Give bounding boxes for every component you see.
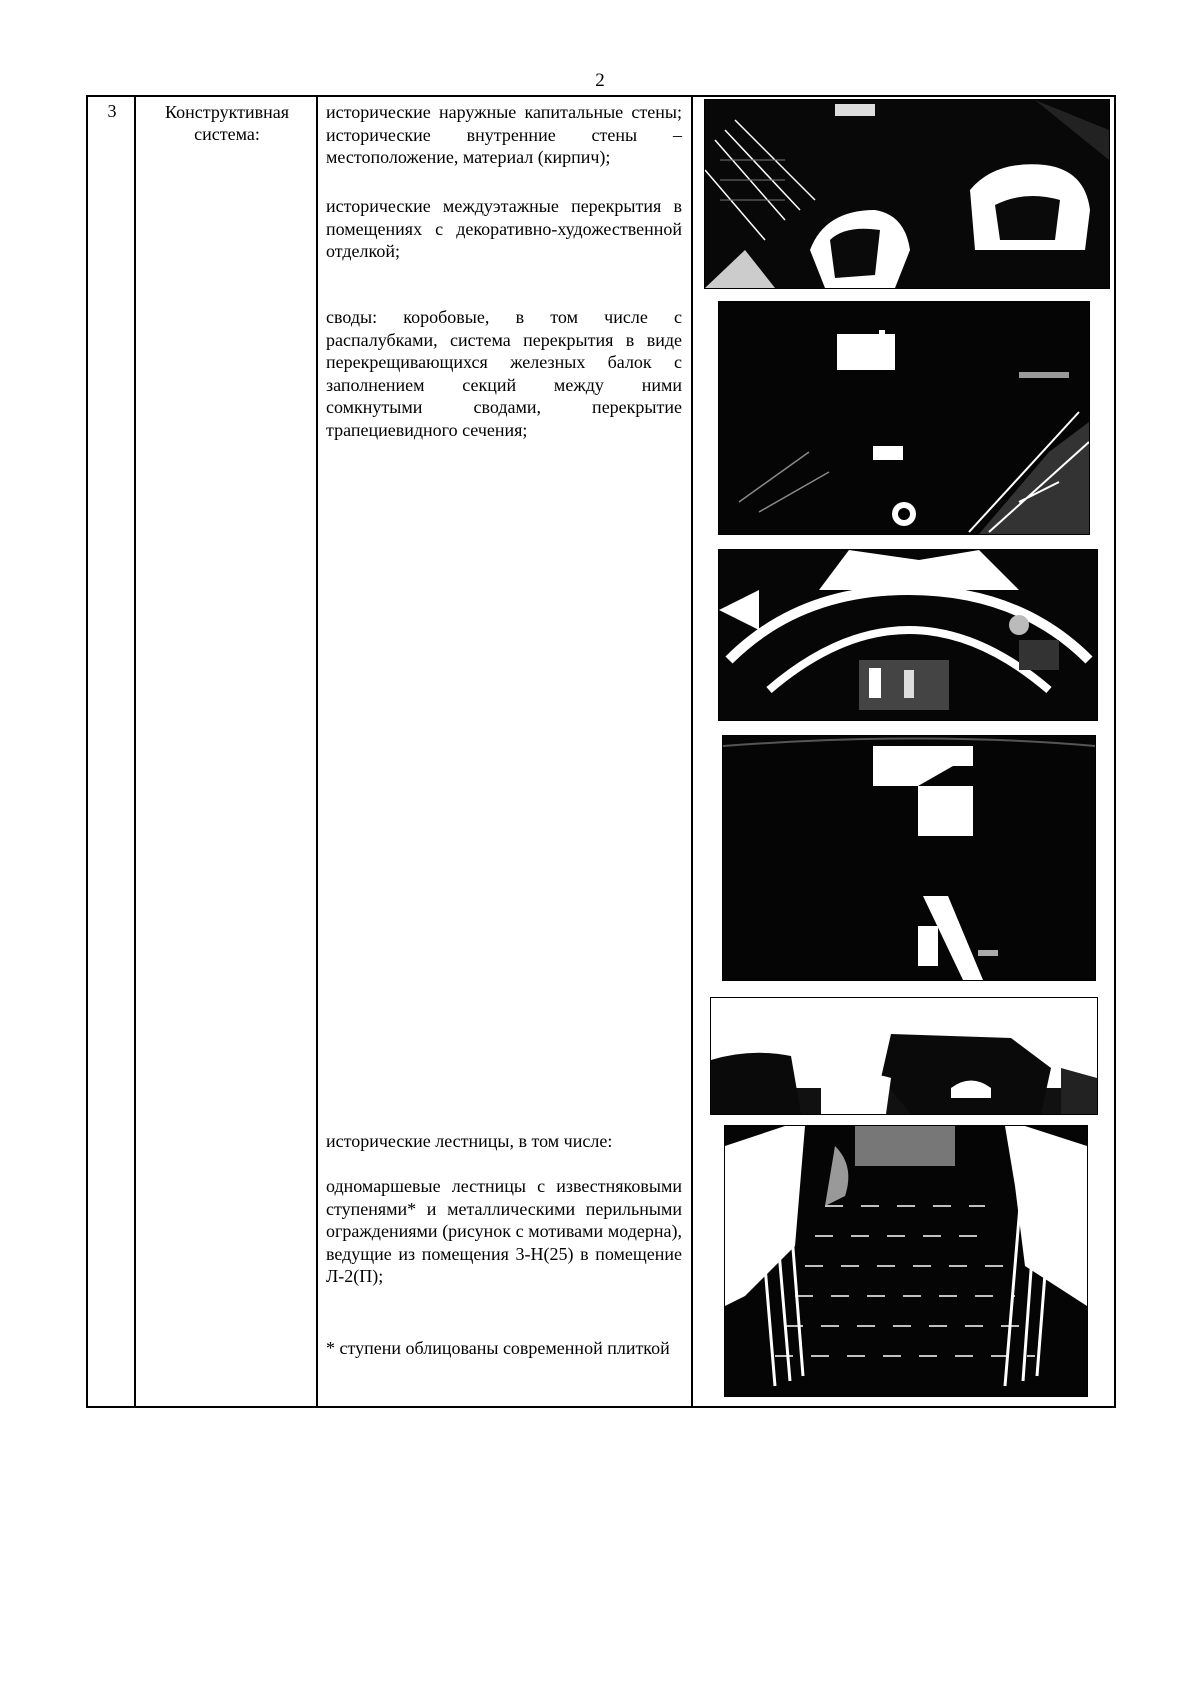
paragraph-vaults: своды: коробовые, в том числе с распалубками, система перекрытия в виде перекрещивающихся железных балок с заполнением секций между ними сомкнутыми сводами, перекрытие трапециевидного сечения; (326, 307, 682, 440)
photo-ceiling-decor (704, 99, 1110, 289)
row-name: Конструктивная система: (165, 102, 289, 144)
paragraph-floors: исторические междуэтажные перекрытия в помещениях с декоративно-художественной отделкой; (326, 196, 682, 261)
photo-vaulted-corridor (718, 549, 1098, 721)
paragraph-stairs-heading: исторические лестницы, в том числе: (326, 1131, 613, 1151)
photo-staircase (724, 1125, 1088, 1397)
page-number: 2 (595, 70, 605, 91)
column-divider (691, 97, 693, 1406)
photo-ceiling-lamps (718, 301, 1090, 535)
paragraph-walls: исторические наружные капитальные стены; исторические внутренние стены – местоположение, материал (кирпич); (326, 102, 682, 167)
column-divider (134, 97, 136, 1406)
table (86, 95, 1116, 1408)
column-divider (316, 97, 318, 1406)
photo-vault-wall (722, 735, 1096, 981)
row-number: 3 (107, 101, 117, 121)
paragraph-stairs-detail: одномаршевые лестницы с известняковыми ступенями* и металлическими перильными ограждениями (рисунок с мотивами модерна), ведущие из помещения 3-Н(25) в помещение Л-2(П); (326, 1176, 682, 1286)
photo-trapezoid-ceiling (710, 997, 1098, 1115)
paragraph-footnote: * ступени облицованы современной плиткой (326, 1338, 670, 1358)
